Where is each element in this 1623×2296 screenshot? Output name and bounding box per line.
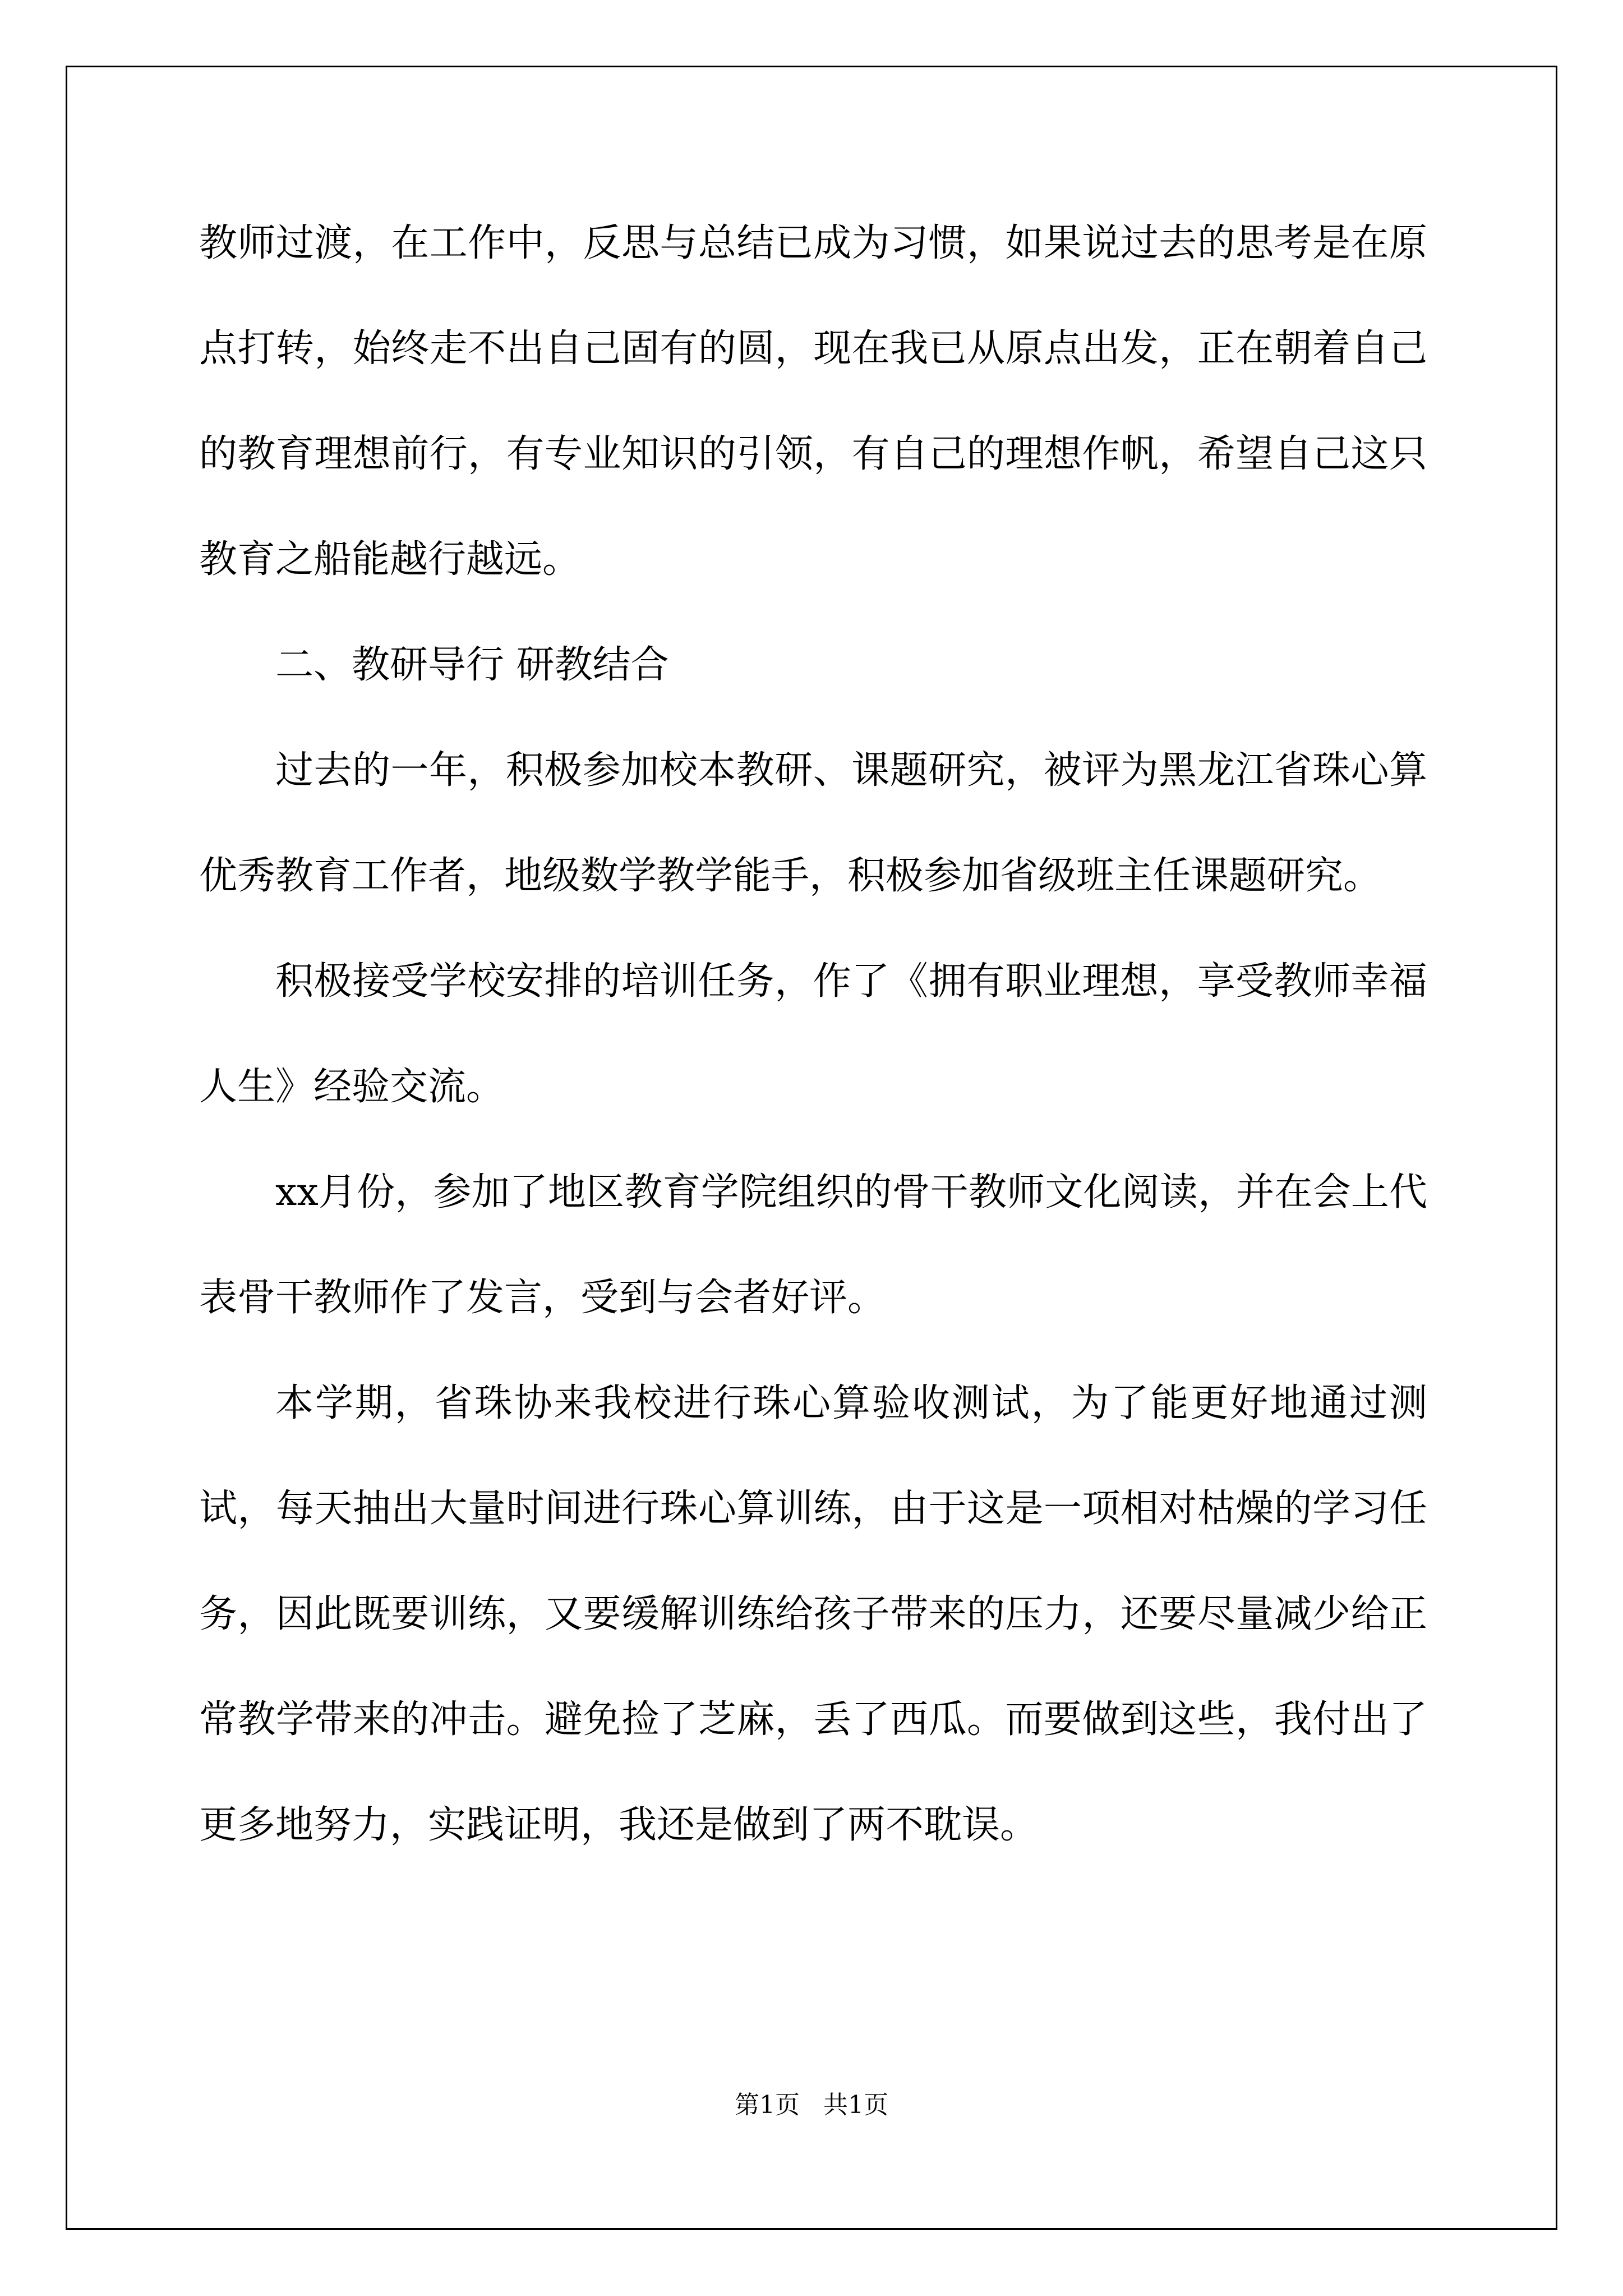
paragraph-5: 本学期，省珠协来我校进行珠心算验收测试，为了能更好地通过测试，每天抽出大量时间进行珠心算训练，由于这是一项相对枯燥的学习任务，因此既要训练，又要缓解训练给孩子带来的压力，还要尽量减少给正常教学带来的冲击。避免捡了芝麻，丢了西瓜。而要做到这些，我付出了更多地努力，实践证明，我还是做到了两不耽误。 (199, 1381, 1427, 1847)
paragraph-1: 教师过渡，在工作中，反思与总结已成为习惯，如果说过去的思考是在原点打转，始终走不出自己固有的圆，现在我已从原点出发，正在朝着自己的教育理想前行，有专业知识的引领，有自己的理想作帆，希望自己这只教育之船能越行越远。 (199, 221, 1427, 582)
document-body (199, 191, 1427, 1878)
section-heading: 二、教研导行 研教结合 (275, 643, 669, 687)
paragraph-3: 积极接受学校安排的培训任务，作了《拥有职业理想，享受教师幸福人生》经验交流。 (199, 959, 1427, 1109)
page-footer (0, 2085, 1623, 2120)
paragraph-2: 过去的一年，积极参加校本教研、课题研究，被评为黑龙江省珠心算优秀教育工作者，地级数学教学能手，积极参加省级班主任课题研究。 (199, 748, 1427, 898)
page-total: 共1页 (823, 2091, 888, 2119)
page-number: 第1页 (735, 2091, 800, 2119)
paragraph-4: xx月份，参加了地区教育学院组织的骨干教师文化阅读，并在会上代表骨干教师作了发言，受到与会者好评。 (199, 1170, 1427, 1320)
